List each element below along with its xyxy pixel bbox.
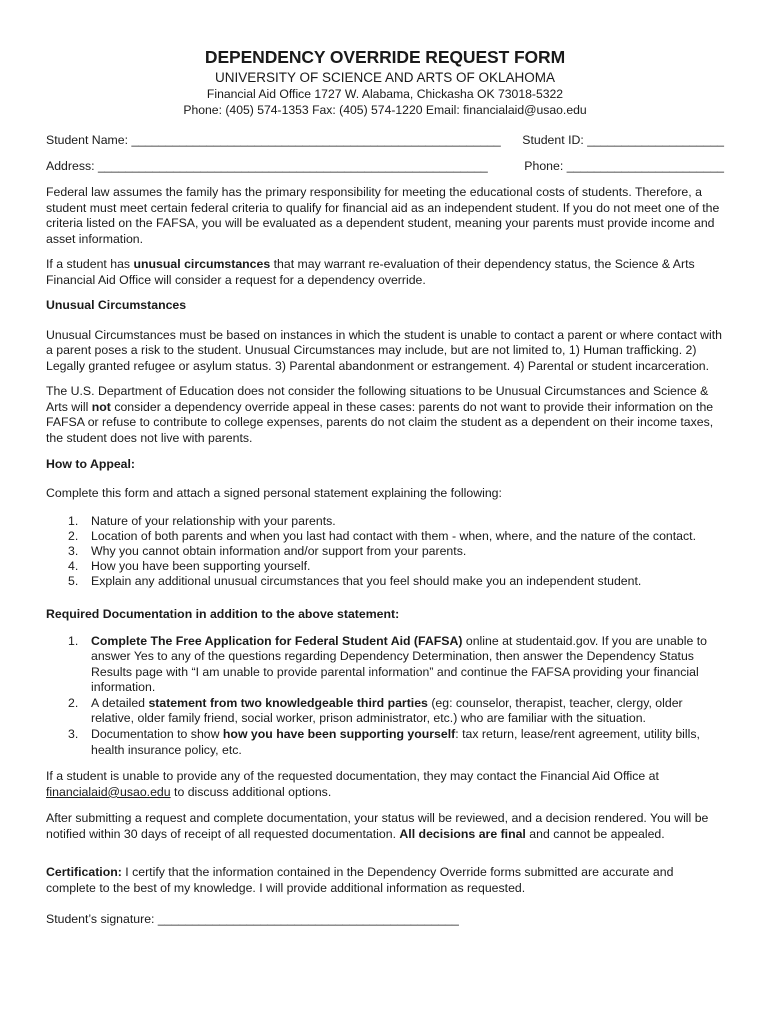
list-item: 2. Location of both parents and when you last had contact with them - when, where, and the nature of the contact. [68,529,696,543]
signature-field[interactable]: Student’s signature: ____________________________________________ [46,912,459,927]
list-item: 3. Documentation to show how you have been supporting yourself: tax return, lease/rent agreement, utility bills, health insurance policy, etc. [68,727,700,757]
list-item: 5. Explain any additional unusual circumstances that you feel should make you an independent student. [68,574,642,588]
student-name-row [46,133,724,148]
unusual-paragraph: Unusual Circumstances must be based on instances in which the student is unable to contact a parent or where contact with a parent poses a risk to the student. Unusual Circumstances may include, but are not limited to, 1) Human trafficking. 2) Legally granted refugee or asylum status. 3) Parental abandonment or estrangement. 4) Parental or student incarceration. [46,327,723,373]
university-name: UNIVERSITY OF SCIENCE AND ARTS OF OKLAHOMA [214,70,556,85]
student-id-field[interactable]: Student ID: ____________________ [522,133,724,147]
student-name-field[interactable]: Student Name: ______________________________________________________ [46,133,501,147]
certification-paragraph: Certification: I certify that the information contained in the Dependency Override forms submitted are accurate and complete to the best of my knowledge. I will provide additional information as requested. [46,865,674,895]
list-item: 1. Complete The Free Application for Federal Student Aid (FAFSA) online at studentaid.gov. If you are unable to answer Yes to any of the questions regarding Dependency Determination, then answer the Dependency Status Results page with “I am unable to provide parental information” and continue the FAFSA providing your financial information. [68,633,707,695]
unusual-heading: Unusual Circumstances [46,298,187,312]
contact-paragraph: If a student is unable to provide any of the requested documentation, they may contact the Financial Aid Office at financialaid@usao.edu to discuss additional options. [46,769,659,799]
appeal-intro: Complete this form and attach a signed personal statement explaining the following: [46,485,502,500]
decision-paragraph: After submitting a request and complete documentation, your status will be reviewed, and a decision rendered. You will be notified within 30 days of receipt of all requested documentation. All decisions are final and cannot be appealed. [46,811,709,841]
form-title: DEPENDENCY OVERRIDE REQUEST FORM [204,47,566,67]
office-contact: Phone: (405) 574-1353 Fax: (405) 574-1220 Email: financialaid@usao.edu [183,103,587,117]
list-item: 2. A detailed statement from two knowledgeable third parties (eg: counselor, therapist, teacher, clergy, older relative, older family friend, social worker, prison administrator, etc.) who are familiar with the situation. [68,695,683,726]
list-item: 1. Nature of your relationship with your parents. [68,514,336,528]
address-row [46,159,724,174]
override-paragraph: If a student has unusual circumstances that may warrant re-evaluation of their dependency status, the Science & Arts Financial Aid Office will consider a request for a dependency override. [46,257,695,287]
address-field[interactable]: Address: _________________________________________________________ [46,159,488,173]
required-docs-list [46,634,724,759]
appeal-list [46,514,724,589]
phone-field[interactable]: Phone: _______________________ [524,159,724,173]
office-address: Financial Aid Office 1727 W. Alabama, Chickasha OK 73018-5322 [206,87,564,101]
intro-paragraph: Federal law assumes the family has the primary responsibility for meeting the educational costs of students. Therefore, a student must meet certain federal criteria to qualify for financial aid as an independent student. If you do not meet one of the criteria listed on the FAFSA, you will be evaluated as a dependent student, meaning your parents must provide income and asset information. [46,185,720,246]
not-considered-paragraph: The U.S. Department of Education does not consider the following situations to be Unusual Circumstances and Science & Arts will not consider a dependency override appeal in these cases: parents do not want to provide their information on the FAFSA or refuse to contribute to college expenses, parents do not claim the student as a dependent on their income taxes, the student does not live with parents. [46,384,714,445]
list-item: 3. Why you cannot obtain information and/or support from your parents. [68,544,467,558]
email-link[interactable]: financialaid@usao.edu [46,784,171,799]
appeal-heading: How to Appeal: [46,457,136,471]
list-item: 4. How you have been supporting yourself. [68,559,311,573]
required-docs-heading: Required Documentation in addition to the above statement: [46,607,400,621]
